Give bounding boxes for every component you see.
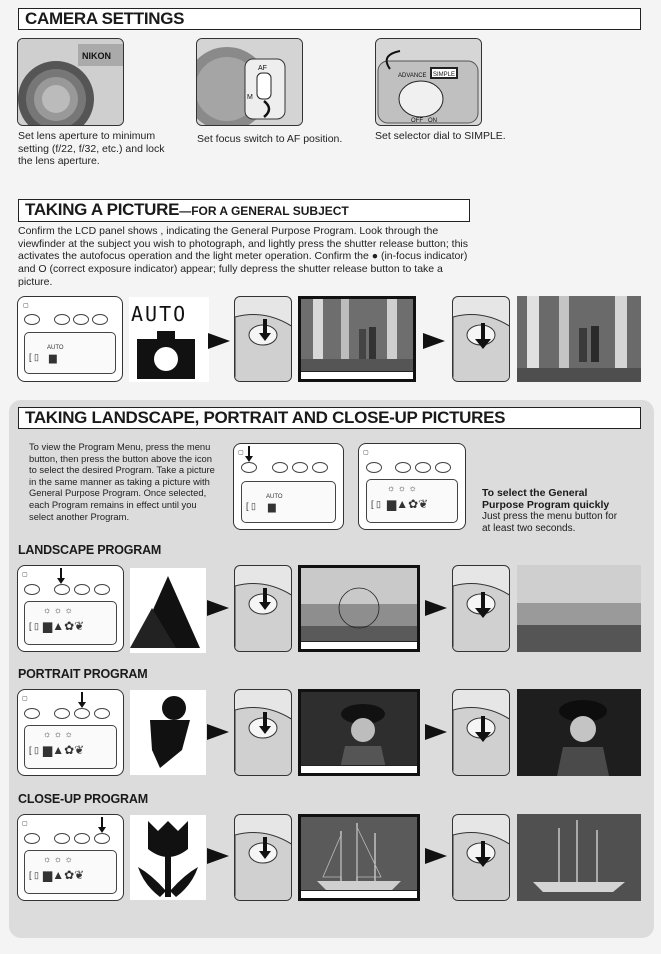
viewfinder-indicator-bar: [301, 371, 413, 379]
photo-portrait: [517, 689, 641, 776]
finger-half-press-drawing: [235, 815, 292, 901]
program-icons: ☼ ☼ ☼: [43, 605, 73, 615]
viewfinder-indicator-bar: [301, 641, 417, 649]
closeup-full-press: [452, 814, 510, 901]
arrow-right-4: [425, 600, 447, 616]
landscape-full-press: [452, 565, 510, 652]
battery-icon: [ ▯: [29, 745, 39, 755]
program-icons: ☼ ☼ ☼: [43, 854, 73, 864]
focus-switch-illustration: [196, 38, 303, 126]
landscape-dotmatrix: [130, 568, 206, 653]
battery-icon: [ ▯: [371, 499, 381, 509]
portrait-viewfinder-drawing: [301, 692, 417, 773]
lcd-auto-text: AUTO: [266, 494, 283, 500]
selector-dial-caption: Set selector dial to SIMPLE.: [375, 130, 506, 142]
camera-settings-title-text: CAMERA SETTINGS: [25, 9, 185, 28]
menu-button: [24, 708, 40, 719]
landscape-viewfinder-drawing: [301, 568, 417, 649]
down-arrow-icon: [244, 446, 254, 464]
film-icon: ▢: [22, 696, 28, 702]
landscape-photo-drawing: [517, 565, 641, 652]
taking-picture-title-text: TAKING A PICTURE: [25, 200, 180, 219]
menu-button: [24, 584, 40, 595]
battery-icon: [ ▯: [29, 870, 39, 880]
advance-label: ADVANCE: [398, 73, 427, 79]
finger-half-press-drawing: [235, 297, 292, 382]
lcd-screen: [24, 601, 117, 645]
program-button-3: [94, 584, 110, 595]
viewfinder-indicator-bar: [301, 765, 417, 773]
program-button-3: [94, 708, 110, 719]
program-button-1: [272, 462, 288, 473]
auto-dotmatrix-drawing: [129, 297, 209, 382]
program-button-3: [435, 462, 451, 473]
arrow-right-8: [425, 848, 447, 864]
arrow-right-3: [207, 600, 229, 616]
closeup-photo-drawing: [517, 814, 641, 901]
viewfinder-closeup: [298, 814, 420, 901]
lcd-screen: [24, 850, 117, 894]
focus-switch-caption: Set focus switch to AF position.: [197, 133, 343, 145]
finger-half-press-drawing: [235, 690, 292, 776]
program-button-1: [54, 314, 70, 325]
arrow-right-2: [423, 333, 445, 349]
closeup-half-press: [234, 814, 292, 901]
battery-icon: [ ▯: [29, 621, 39, 631]
quick-select-body: Just press the menu button for at least two seconds.: [482, 511, 618, 534]
portrait-full-press: [452, 689, 510, 776]
simple-label: SIMPLE: [433, 72, 456, 78]
lens-aperture-drawing: [18, 39, 124, 126]
down-arrow-icon: [56, 568, 66, 586]
auto-dotmatrix-text: AUTO: [131, 302, 188, 326]
viewfinder-indicator-bar: [301, 890, 417, 898]
lcd-closeup: [17, 814, 124, 901]
portrait-program-label: PORTRAIT PROGRAM: [18, 667, 148, 681]
film-icon: ▢: [363, 450, 369, 456]
finger-full-press-drawing: [453, 566, 510, 652]
arrow-right-6: [425, 724, 447, 740]
landscape-mountain-icon: [130, 568, 206, 653]
closeup-viewfinder-drawing: [301, 817, 417, 898]
quick-select-title: To select the General Purpose Program quickly: [482, 487, 610, 511]
portrait-photo-drawing: [517, 689, 641, 776]
finger-half-press-drawing: [235, 566, 292, 652]
off-label: OFF: [411, 118, 423, 124]
battery-icon: [ ▯: [29, 352, 39, 362]
viewfinder-portrait: [298, 689, 420, 776]
on-label: ON: [428, 118, 437, 124]
photo-closeup: [517, 814, 641, 901]
portrait-figure-icon: [130, 690, 206, 775]
program-icons-row: ▆▲✿❦: [43, 619, 85, 633]
program-button-2: [74, 833, 90, 844]
program-button-1: [54, 833, 70, 844]
camera-icon: ▆: [49, 353, 57, 364]
lcd-panel-general: [17, 296, 123, 382]
auto-dotmatrix: [129, 297, 209, 382]
lens-aperture-illustration: [17, 38, 124, 126]
lcd-screen: [366, 479, 458, 523]
taking-picture-paragraph: Confirm the LCD panel shows , indicating the General Purpose Program. Look through the viewfinder at the subject you wish to photograph, and lightly press the shutter release button; this activates the autofocus operation and the light meter operation. Confirm the ● (in-focus indicator) and O (correct exposure indicator) appear; fully depress the shutter release button to take a picture.: [18, 225, 469, 288]
menu-button: [24, 833, 40, 844]
viewfinder-colonnade: [298, 296, 416, 382]
program-icons: ☼ ☼ ☼: [387, 483, 417, 493]
finger-full-press-drawing: [453, 815, 510, 901]
lens-aperture-caption: Set lens aperture to minimum setting (f/22, f/32, etc.) and lock the lens aperture.: [18, 130, 165, 167]
lcd-screen: [24, 332, 116, 374]
taking-picture-subtitle: —FOR A GENERAL SUBJECT: [179, 204, 349, 218]
af-label: AF: [258, 65, 267, 72]
film-icon: ▢: [23, 303, 29, 309]
film-icon: ▢: [22, 821, 28, 827]
menu-button: [366, 462, 382, 473]
closeup-flower-icon: [130, 815, 206, 900]
programs-title-text: TAKING LANDSCAPE, PORTRAIT AND CLOSE-UP PICTURES: [25, 408, 506, 427]
arrow-right-5: [207, 724, 229, 740]
program-button-3: [92, 314, 108, 325]
program-icons-row: ▆▲✿❦: [43, 743, 85, 757]
m-label: M: [247, 94, 253, 101]
closeup-program-label: CLOSE-UP PROGRAM: [18, 792, 148, 806]
portrait-half-press: [234, 689, 292, 776]
shutter-half-press: [234, 296, 292, 382]
selector-dial-drawing: [376, 39, 482, 126]
programs-title: [18, 407, 641, 429]
camera-settings-title: [18, 8, 641, 30]
lcd-screen: [24, 725, 117, 769]
lcd-screen: [241, 481, 336, 523]
lcd-program-menu: [358, 443, 466, 530]
lcd-portrait: [17, 689, 124, 776]
menu-button: [24, 314, 40, 325]
closeup-dotmatrix: [130, 815, 206, 900]
arrow-right-7: [207, 848, 229, 864]
film-icon: ▢: [22, 572, 28, 578]
program-button-2: [73, 314, 89, 325]
program-icons-row: ▆▲✿❦: [43, 868, 85, 882]
taking-picture-title: [18, 199, 470, 222]
viewfinder-landscape: [298, 565, 420, 652]
arrow-right-1: [208, 333, 230, 349]
film-icon: ▢: [238, 450, 244, 456]
finger-full-press-drawing: [453, 690, 510, 776]
colonnade-photo-drawing: [517, 296, 641, 382]
landscape-program-label: LANDSCAPE PROGRAM: [18, 543, 162, 557]
finger-full-press-drawing: [453, 297, 510, 382]
selector-dial-illustration: [375, 38, 482, 126]
program-button-1: [395, 462, 411, 473]
shutter-full-press: [452, 296, 510, 382]
down-arrow-icon: [97, 817, 107, 835]
lcd-landscape: [17, 565, 124, 652]
program-button-3: [312, 462, 328, 473]
photo-colonnade: [517, 296, 641, 382]
lcd-menu-press: [233, 443, 344, 530]
photo-landscape: [517, 565, 641, 652]
focus-switch-drawing: [197, 39, 303, 126]
program-icons-row: ▆▲✿❦: [387, 497, 429, 511]
lens-brand-label: NIKON: [82, 51, 111, 61]
program-menu-intro: To view the Program Menu, press the menu button, then press the button above the icon to select the desired Program. Take a picture in the same manner as taking a picture with General Purpose Program. Once selected, each Program remains in effect until you select another Program.: [29, 441, 215, 522]
program-button-2: [74, 584, 90, 595]
quick-select-tip: [482, 487, 622, 534]
battery-icon: [ ▯: [246, 501, 256, 511]
program-button-2: [415, 462, 431, 473]
lcd-auto-text: AUTO: [47, 345, 64, 351]
down-arrow-icon: [77, 692, 87, 710]
program-icons: ☼ ☼ ☼: [43, 729, 73, 739]
camera-icon: ▆: [268, 502, 276, 513]
program-button-2: [292, 462, 308, 473]
program-button-1: [54, 708, 70, 719]
colonnade-drawing: [301, 299, 413, 379]
portrait-dotmatrix: [130, 690, 206, 775]
landscape-half-press: [234, 565, 292, 652]
